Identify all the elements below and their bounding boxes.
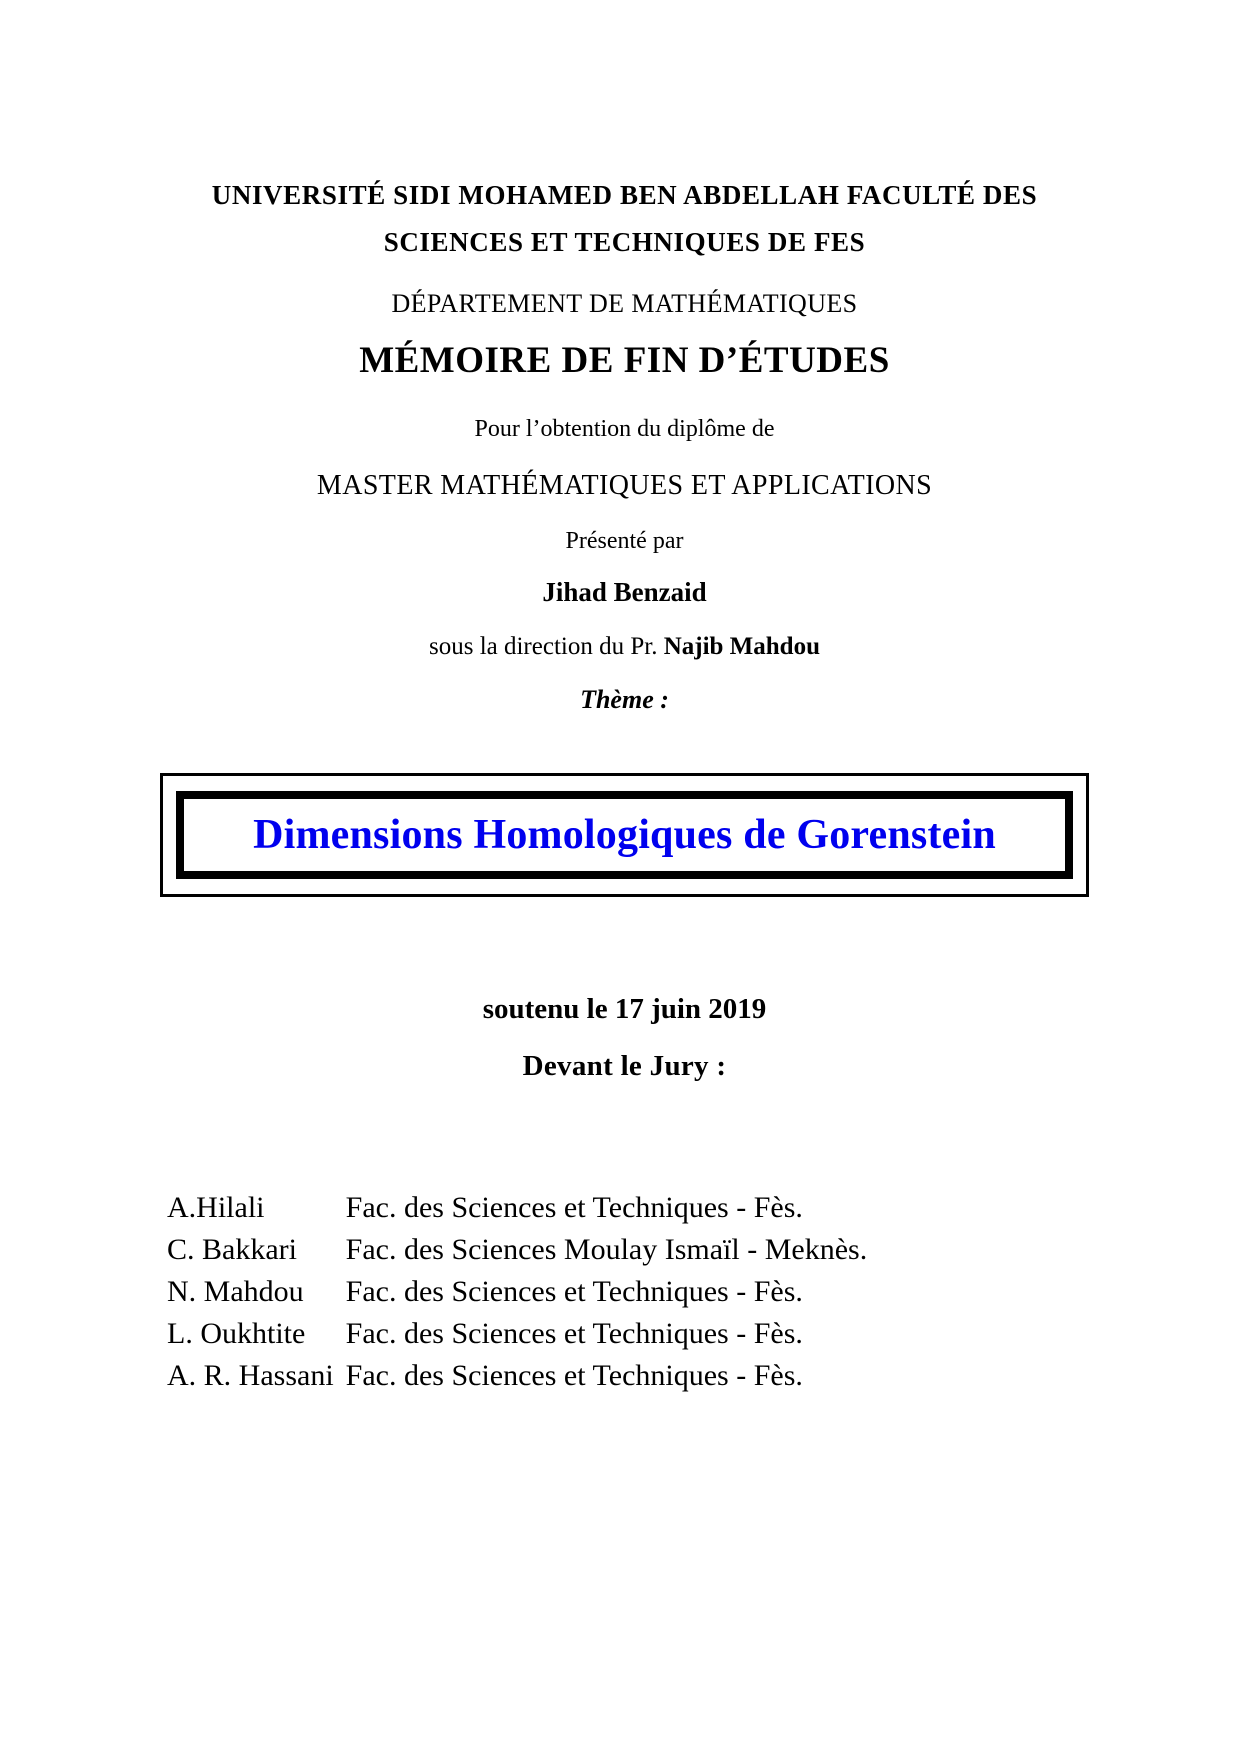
- jury-member-affiliation: Fac. des Sciences et Techniques - Fès.: [345, 1317, 803, 1350]
- thesis-title: Dimensions Homologiques de Gorenstein: [253, 812, 996, 858]
- jury-table: [167, 1187, 1089, 1397]
- director-name: Najib Mahdou: [663, 633, 820, 660]
- jury-member-name: A.Hilali: [167, 1191, 265, 1224]
- department-name: DÉPARTEMENT DE MATHÉMATIQUES: [391, 289, 858, 318]
- jury-member-name: N. Mahdou: [167, 1275, 304, 1308]
- jury-member-affiliation: Fac. des Sciences et Techniques - Fès.: [345, 1275, 803, 1308]
- jury-member-name: C. Bakkari: [167, 1233, 297, 1266]
- university-name-line2: SCIENCES ET TECHNIQUES DE FES: [383, 227, 866, 257]
- defense-date: soutenu le 17 juin 2019: [482, 993, 767, 1025]
- jury-member-name: A. R. Hassani: [167, 1359, 334, 1392]
- supervision-prefix: sous la direction du Pr.: [428, 633, 664, 660]
- jury-member-name: L. Oukhtite: [167, 1317, 306, 1350]
- master-program-name: MASTER MATHÉMATIQUES ET APPLICATIONS: [316, 470, 933, 501]
- author-name: Jihad Benzaid: [542, 577, 707, 607]
- theme-label: Thème :: [580, 685, 669, 714]
- supervision-line: [160, 633, 1089, 661]
- jury-member-affiliation: Fac. des Sciences Moulay Ismaïl - Meknès.: [345, 1233, 868, 1266]
- title-box-outer-frame: [160, 773, 1089, 897]
- title-box-inner-frame: [176, 791, 1073, 879]
- document-type-title: MÉMOIRE DE FIN D’ÉTUDES: [359, 340, 890, 381]
- university-name-line1: UNIVERSITÉ SIDI MOHAMED BEN ABDELLAH FACULTÉ DES: [211, 180, 1038, 210]
- jury-member-affiliation: Fac. des Sciences et Techniques - Fès.: [345, 1191, 803, 1224]
- jury-heading: Devant le Jury :: [522, 1050, 727, 1082]
- jury-member-affiliation: Fac. des Sciences et Techniques - Fès.: [345, 1359, 803, 1392]
- presented-by-label: Présenté par: [565, 528, 684, 554]
- diploma-purpose-text: Pour l’obtention du diplôme de: [474, 416, 775, 442]
